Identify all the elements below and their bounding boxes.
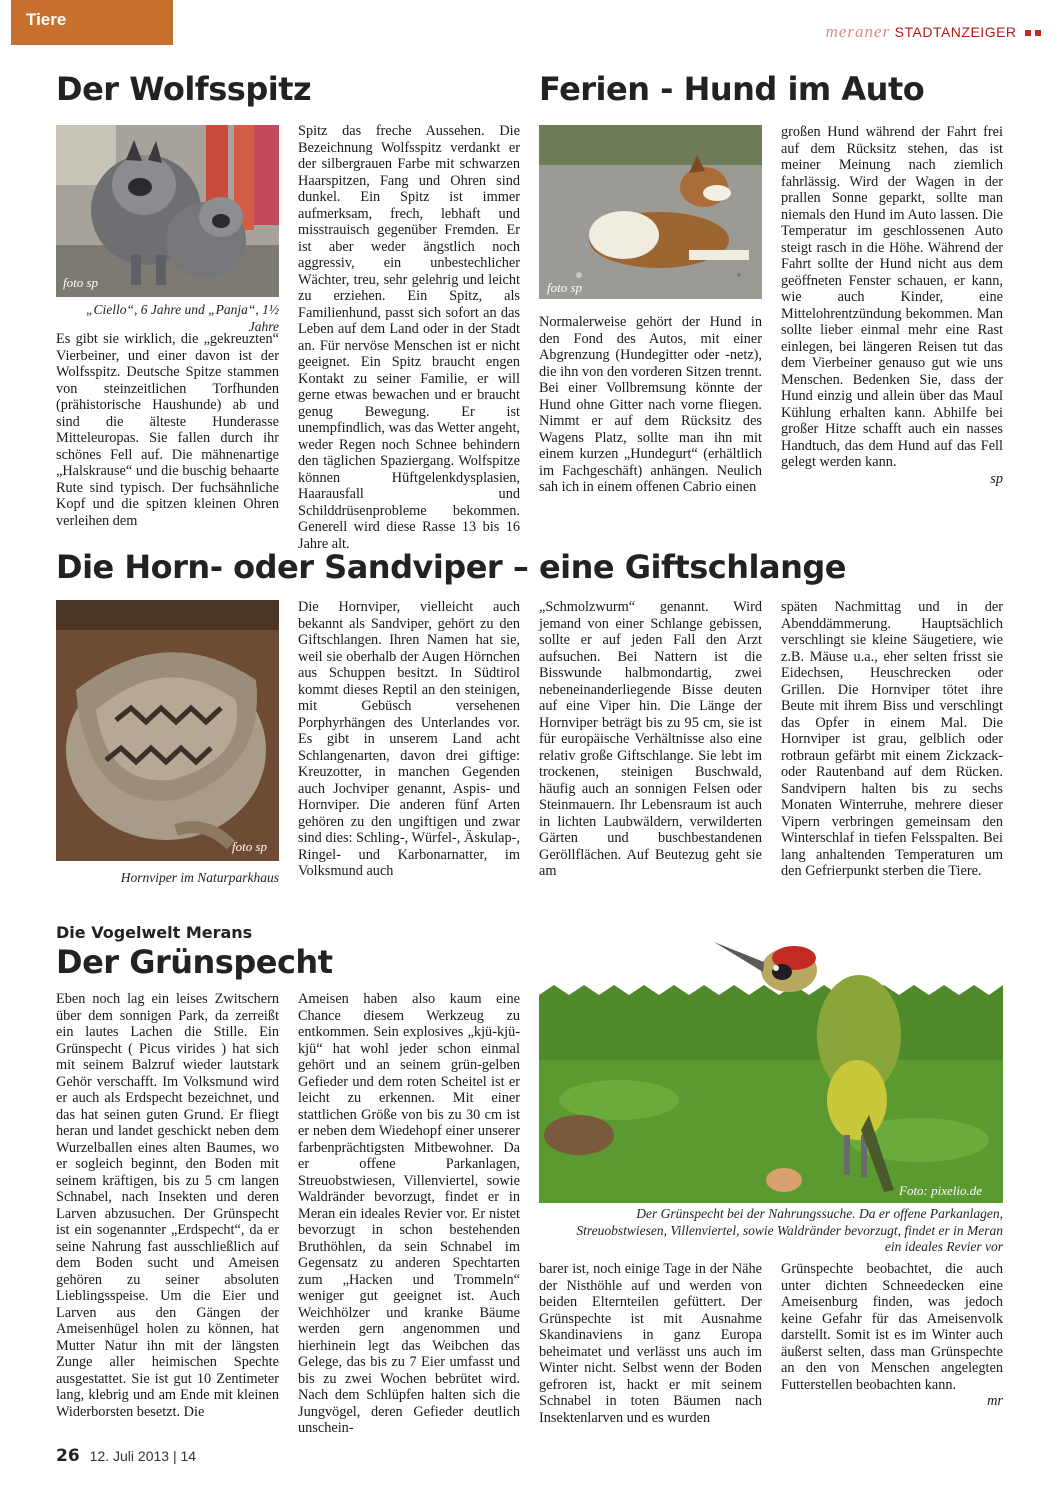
collie-photo (539, 125, 762, 299)
page-footer (56, 1446, 196, 1466)
specht-column-2 (298, 991, 520, 1437)
wolf-text-2: Spitz das freche Aussehen. Die Bezeichnung Wolfsspitz verdankt er der silbergrauen Farbe mit schwarzen Haarspitzen, Fang und Ohren sind dunkel. Ein Spitz ist immer aufmerksam, frech, lebhaft und misstrauisch gegenüber Fremden. Er ist aber weder ängstlich noch aggressiv, ein unbestechlicher Wächter, treu, sehr gelehrig und leicht zu erziehen. Ein Spitz, als Familienhund, passt sich sofort an das Leben auf dem Land oder in der Stadt an. Für nervöse Menschen ist er nicht geeignet. Ein Spitz braucht engen Kontakt zu seiner Familie, er will gerne etwas bewachen und er braucht genug Bewegung. Er ist unempfindlich, was das Wetter angeht, weder Regen noch Schnee behindern den täglichen Spaziergang. Wolfspitze können Hüftgelenkdysplasien, Haarausfall und Schilddrüsenprobleme bekommen. Generell wird diese Rasse 13 bis 16 Jahre alt. (298, 123, 520, 552)
wolf-headline: Der Wolfsspitz (56, 70, 312, 108)
specht-photo-credit: Foto: pixelio.de (899, 1183, 983, 1198)
wolf-caption: „Ciello“, 6 Jahre und „Panja“, 1½ Jahre (85, 302, 279, 334)
specht-signature: mr (987, 1393, 1003, 1409)
specht-text-1: Eben noch lag ein leises Zwitschern über dem sonnigen Park, da zerreißt ein lautes Lachen die Stille. Ein Grünspecht ( Picus virides ) hat sich mit seinem Balzruf wieder lautstark Gehör verschafft. Im Volksmund wird er auch als Erdspecht bezeichnet, und das hat seinen guten Grund. Er fliegt heran und landet geschickt neben dem Wurzelballen eines alten Baumes, wo er sogleich beginnt, den Boden mit seinem kräftigen, bis zu 5 cm langen Schnabel, nach Insekten und deren Larven abzusuchen. Der Grünspecht ist ein sogenannter „Erdspecht“, da er seine Nahrung fast ausschließlich auf dem Boden sucht und Ameisen gehören zu seiner absoluten Lieblingsspeise. Um die Eier und Larven aus den Gängen der Ameisenhügel holen zu können, hat Mutter Natur ihn mit der längsten Zunge aller heimischen Spechte ausgestattet. Sie ist gut 10 Zentimeter lang, klebrig und am Ende mit kleinen Widerborsten besetzt. Die (56, 991, 279, 1420)
viper-text-1: Die Hornviper, vielleicht auch bekannt als Sandviper, gehört zu den Giftschlangen. Ihren Namen hat sie, weil sie oberhalb der Augen Hörnchen aus Schuppen besitzt. In Südtirol kommt dieses Reptil an den steinigen, mit Gebüsch versehenen Porphyrhängen des Unterlandes vor. Es gibt in unserem Land acht Schlangenarten, davon drei giftige: Kreuzotter, in manchen Gegenden auch Jochviper genannt, Aspis- und Hornviper. Die anderen fünf Arten gehören zu den ungiftigen und zwar sind dies: Schling-, Würfel-, Äskulap-, Ringel- und Karbonarnatter, im Volksmund auch (298, 599, 520, 879)
ferien-text-1: Normalerweise gehört der Hund in den Fond des Autos, mit einer Abgrenzung (Hundegitter oder -netz), die ihn von den vorderen Sitzen trennt. Bei einer Vollbremsung könnte der Hund ohne Gitter nach vorne fliegen. Nimmt er auf dem Rücksitz des Wagens Platz, sollte man ihn mit einem kurzen „Hundegurt“ (erhältlich im Fachgeschäft) anhängen. Neulich sah ich in einem offenen Cabrio einen (539, 314, 762, 495)
masthead-square-icon (1035, 30, 1041, 36)
viper-photo-credit: foto sp (232, 839, 268, 854)
ferien-column-1 (539, 314, 762, 496)
viper-column-2 (539, 599, 762, 880)
masthead-stadtanzeiger: STADTANZEIGER (894, 24, 1017, 40)
masthead-square-icon (1025, 30, 1031, 36)
specht-column-3 (539, 1261, 762, 1426)
wolf-photo-credit: foto sp (63, 275, 99, 290)
specht-kicker: Die Vogelwelt Merans (56, 923, 253, 942)
wolf-text-1: Es gibt sie wirklich, die „gekreuzten“ Vierbeiner, und einer davon ist der Wolfsspitz. Deutsche Spitze stammen von steinzeitlichen Torfhunden (prähistorische Haushunde) ab und sind die älteste Hunderasse Mitteleuropas. Sie fallen durch ihr schönes Fell auf. Die mähnenartige „Halskrause“ und die buschig behaarte Rute sind typisch. Der fuchsähnliche Kopf und die spitzen kleinen Ohren verleihen dem (56, 331, 279, 529)
specht-text-3: barer ist, noch einige Tage in der Nähe der Nisthöhle auf und werden von beiden Elternteilen gefüttert. Der Grünspechte ist mit Ausnahme Skandinaviens in ganz Europa beheimatet und verlässt uns auch im Winter nicht. Selbst wenn der Boden gefroren ist, hackt er mit seinem Schnabel in toten Bäumen nach Insektenlarven und es wurden (539, 1261, 762, 1426)
specht-column-1 (56, 991, 279, 1420)
viper-column-3 (781, 599, 1003, 880)
issue-date: 12. Juli 2013 | 14 (89, 1448, 197, 1464)
specht-column-4 (781, 1261, 1003, 1410)
gruenspecht-photo (539, 940, 1003, 1203)
viper-text-3: späten Nachmittag und in der Abenddämmerung. Hauptsächlich verschlingt sie kleine Säugetiere, wie z.B. Mäuse u.a., eher selten frisst sie Eidechsen, Heuschrecken oder Grillen. Die Hornviper tötet ihre Beute mit ihrem Biss und verschlingt das Opfer in einem Mal. Die Hornviper ist grau, gelblich oder rotbraun gefärbt mit einem Zickzack- oder Rautenband auf dem Rücken. Sandvipern halten bis zu sechs Monaten Winterruhe, mehrere dieser Vipern verbringen gemeinsam den Winterschlaf in tiefen Felsspalten. Bei lang anhaltenden Temperaturen um den Gefrierpunkt sterben die Tiere. (781, 599, 1003, 879)
wolf-column-1 (56, 331, 279, 529)
ferien-column-2 (781, 124, 1003, 487)
specht-text-4: Grünspechte beobachtet, die auch unter dichten Schneedecken eine Ameisenburg finden, was jedoch keine Gefahr für das Ameisenvolk darstellt. Somit ist es im Winter auch äußerst selten, dass man Grünspechte an den von Menschen angelegten Futterstellen beobachten kann. (781, 1261, 1003, 1393)
wolfsspitz-photo (56, 125, 279, 297)
ferien-photo-credit: foto sp (547, 280, 583, 295)
ferien-signature: sp (990, 470, 1003, 487)
ferien-text-2: großen Hund während der Fahrt frei auf dem Rücksitz stehen, das ist meiner Meinung nach ziemlich fahrlässig. Wird der Wagen in der prallen Sonne geparkt, sollte man niemals den Hund im Auto lassen. Die Temperatur im geschlossenen Auto steigt rasch in die Höhe. Während der Fahrt sollte der Hund nicht aus dem geöffneten Fenster schauen, er kann, wie auch Kinder, eine Mittelohrentzündung bekommen. Man sollte lieber einmal mehr eine Rast einlegen, bei längeren Reisen tut das dem Vierbeiner genauso gut wie uns Menschen. Bedenken Sie, dass der Hund einzig und allein über das Maul Kühlung erhalten kann. Abhilfe bei großer Hitze schafft auch ein nasses Handtuch, das dem Hund auf das Fell gelegt werden kann. (781, 124, 1003, 470)
viper-headline: Die Horn- oder Sandviper – eine Giftschlange (56, 548, 846, 586)
ferien-headline: Ferien - Hund im Auto (539, 70, 925, 108)
viper-caption: Hornviper im Naturparkhaus (120, 870, 279, 885)
specht-headline: Der Grünspecht (56, 943, 333, 981)
specht-caption: Der Grünspecht bei der Nahrungssuche. Da er offene Parkanlagen, Streuobstwiesen, Villenviertel, sowie Waldränder bevorzugt, findet er in Meran ein ideales Revier vor (576, 1206, 1003, 1254)
section-tab: Tiere (11, 0, 173, 45)
specht-text-2: Ameisen haben also kaum eine Chance diesem Werkzeug zu entkommen. Sein explosives „kjü-kjü-kjü“ hat wohl jeder schon einmal gehört und an seinem grün-gelben Gefieder und dem roten Scheitel ist er leicht zu erkennen. Mit einer stattlichen Größe von bis zu 30 cm ist er neben dem Wiedehopf einer unserer farbenprächtigsten Mitbewohner. Da er offene Parkanlagen, Streuobstwiesen, Villenviertel, sowie Waldränder bevorzugt, findet er in Meran ein ideales Revier vor. Er nistet bevorzugt in schon bestehenden Bruthöhlen, da sein Schnabel im Gegensatz zu anderen Spechtarten zum „Hacken und Trommeln“ weniger gut geeignet ist. Auch Weichhölzer und kranke Bäume werden gern angenommen und hierhinein legt das Weibchen das Gelege, das bis zu 7 Eier umfasst und bis zu zwei Wochen bebrütet wird. Nach dem Schlüpfen halten sich die Jungvögel, deren Gefieder deutlich unschein- (298, 991, 520, 1436)
page-number: 26 (56, 1446, 80, 1466)
viper-column-1 (298, 599, 520, 880)
viper-text-2: „Schmolzwurm“ genannt. Wird jemand von einer Schlange gebissen, sollte er auf jeden Fall den Arzt aufsuchen. Bei Nattern ist die Bisswunde halbmondartig, zwei nebeneinanderliegende Bisse deuten auf eine Viper hin. Die Länge der Hornviper beträgt bis zu 95 cm, sie ist für europäische Verhältnisse also eine relativ große Giftschlange. Sie lebt im trockenen, steinigen Buschwald, häufig auch an sonnigen Felsen oder Steinmauern. Ihr Lebensraum ist auch in lichten Laubwäldern, verwilderten Gärten und buschbestandenen Geröllflächen. Auf Beutezug geht sie am (539, 599, 762, 879)
masthead (826, 22, 1041, 42)
masthead-meraner: meraner (825, 22, 891, 41)
hornviper-photo (56, 600, 279, 861)
wolf-column-2 (298, 123, 520, 552)
